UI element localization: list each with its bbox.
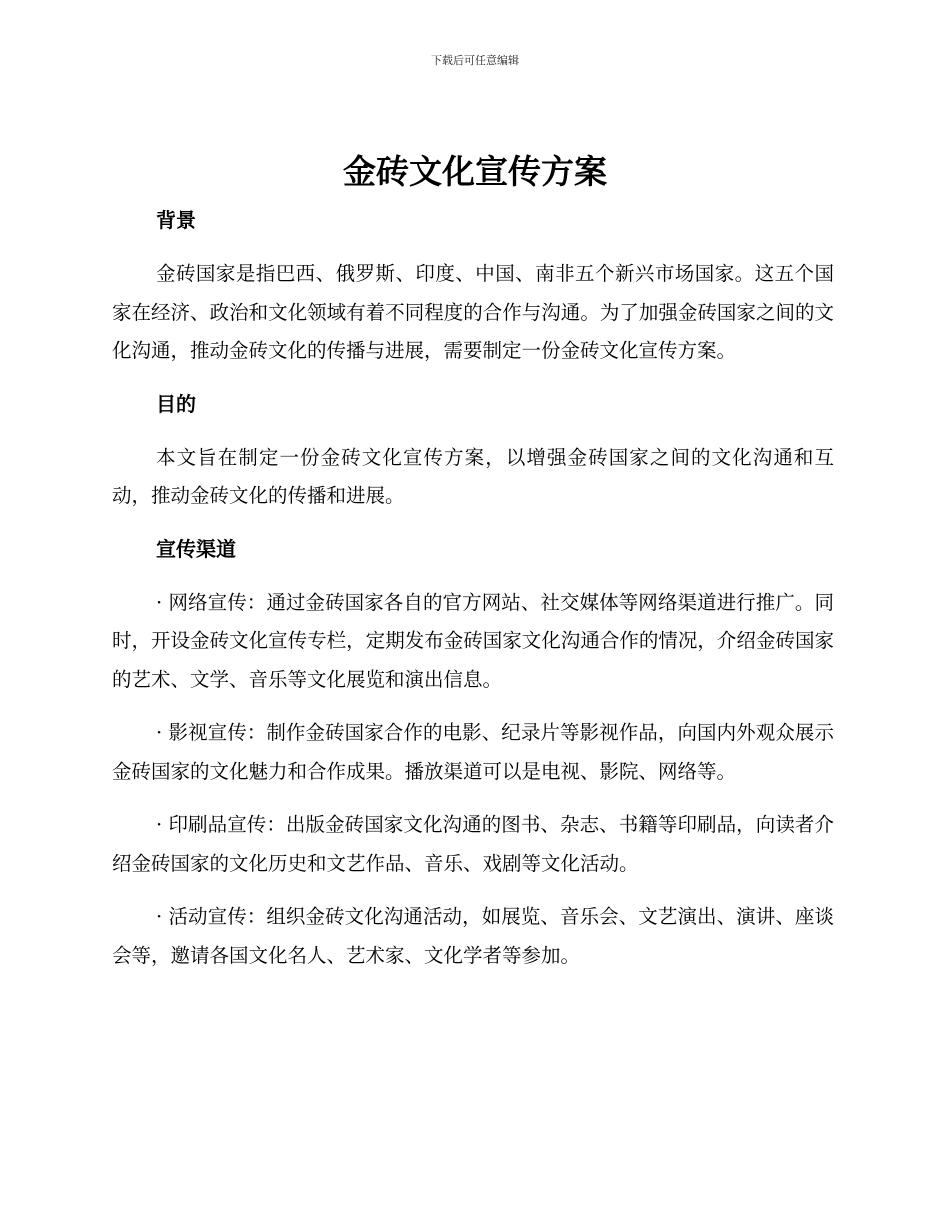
- document-body: [112, 202, 834, 975]
- document-title: 金砖文化宣传方案: [343, 152, 607, 191]
- header-note: 下载后可任意编辑: [431, 54, 519, 67]
- paragraph-purpose: 本文旨在制定一份金砖文化宣传方案，以增强金砖国家之间的文化沟通和互动，推动金砖文化的传播和进展。: [112, 445, 834, 507]
- list-item-film: · 影视宣传：制作金砖国家合作的电影、纪录片等影视作品，向国内外观众展示金砖国家的文化魅力和合作成果。播放渠道可以是电视、影院、网络等。: [112, 721, 834, 783]
- section-heading-purpose: 目的: [156, 391, 196, 416]
- section-heading-background: 背景: [156, 208, 196, 232]
- list-item-online: · 网络宣传：通过金砖国家各自的官方网站、社交媒体等网络渠道进行推广。同时，开设金砖文化宣传专栏，定期发布金砖国家文化沟通合作的情况，介绍金砖国家的艺术、文学、音乐等文化展览和演出信息。: [112, 590, 834, 691]
- paragraph-background: 金砖国家是指巴西、俄罗斯、印度、中国、南非五个新兴市场国家。这五个国家在经济、政治和文化领域有着不同程度的合作与沟通。为了加强金砖国家之间的文化沟通，推动金砖文化的传播与进展，需要制定一份金砖文化宣传方案。: [112, 262, 834, 362]
- list-item-events: · 活动宣传：组织金砖文化沟通活动，如展览、音乐会、文艺演出、演讲、座谈会等，邀请各国文化名人、艺术家、文化学者等参加。: [112, 905, 834, 967]
- list-item-print: · 印刷品宣传：出版金砖国家文化沟通的图书、杂志、书籍等印刷品，向读者介绍金砖国家的文化历史和文艺作品、音乐、戏剧等文化活动。: [112, 813, 834, 875]
- section-heading-channels: 宣传渠道: [156, 536, 236, 561]
